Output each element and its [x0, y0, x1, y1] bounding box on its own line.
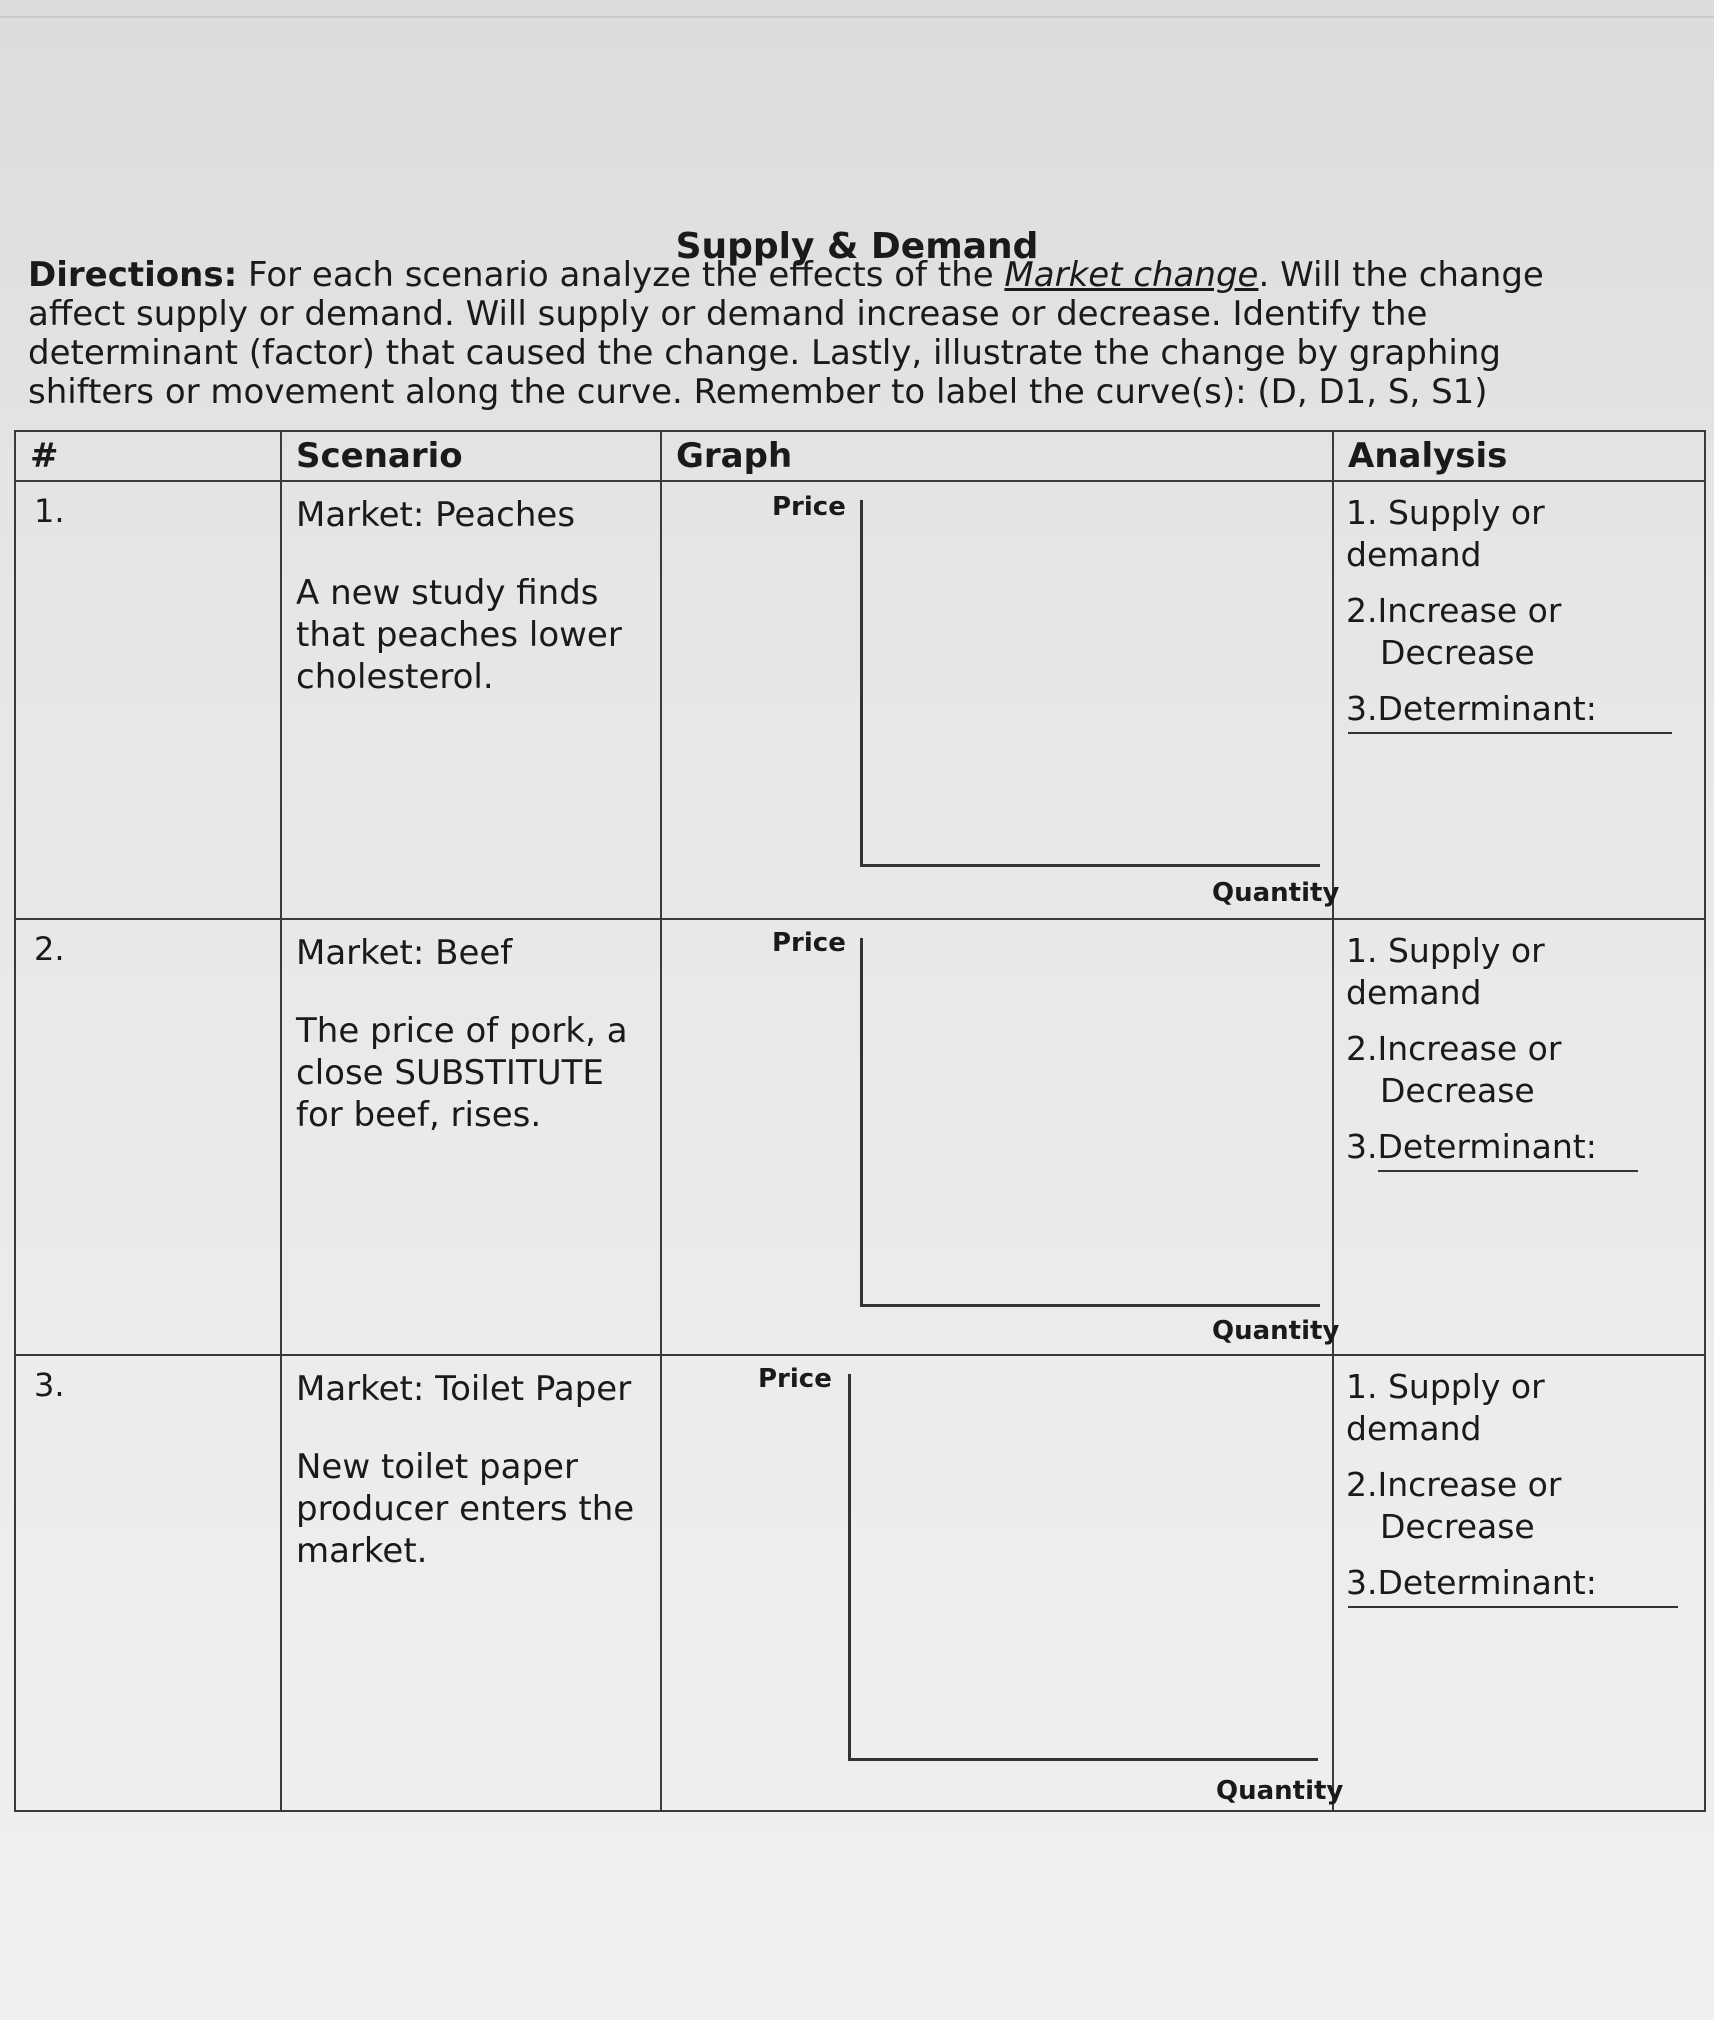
graph-cell[interactable] [661, 1355, 1344, 1811]
price-axis-label: Price [772, 928, 846, 958]
scenario-description: A new study finds that peaches lower cholesterol. [296, 573, 622, 697]
row-num-cell [15, 1355, 281, 1811]
directions-post: . Will the change affect supply or demand. Will supply or demand increase or decrease. Identify the determinant (factor) that caused the change. Lastly, illustrate the change by graphing shifters or movement along the curve. Remember to label the curve(s): (D, D1, S, S1) [28, 255, 1544, 412]
header-graph: Graph [661, 431, 1333, 481]
quantity-axis [848, 1758, 1318, 1761]
price-axis [860, 500, 863, 866]
graph-area[interactable] [662, 920, 1340, 1354]
scenario-cell [281, 1355, 661, 1811]
row-num-cell [15, 481, 281, 919]
header-num: # [15, 431, 281, 481]
analysis-determinant: 3.Determinant: [1346, 1127, 1597, 1166]
directions-label: Directions: [28, 255, 238, 295]
analysis-cell [1333, 481, 1705, 919]
analysis-increase-or: 2.Increase or [1346, 1465, 1562, 1504]
analysis-decrease: Decrease [1380, 1507, 1535, 1546]
price-axis-label: Price [758, 1364, 832, 1394]
row-number: 2. [34, 930, 65, 968]
market-label: Market: Toilet Paper [296, 1369, 632, 1409]
analysis-determinant: 3.Determinant: [1346, 689, 1597, 728]
directions-text [28, 256, 1628, 412]
header-scenario: Scenario [281, 431, 661, 481]
scenario-cell [281, 919, 661, 1355]
graph-cell[interactable] [661, 481, 1340, 919]
row-number: 1. [34, 492, 65, 530]
analysis-increase-or: 2.Increase or [1346, 1029, 1562, 1068]
quantity-axis [860, 864, 1320, 867]
market-change-link: Market change [1004, 255, 1259, 295]
analysis-supply-or-demand: 1. Supply or demand [1346, 1367, 1545, 1448]
determinant-answer-line[interactable] [1348, 1606, 1678, 1608]
table-row [15, 1355, 1705, 1811]
worksheet-title: Supply & Demand [675, 226, 1039, 267]
price-axis [860, 938, 863, 1306]
price-axis [848, 1374, 851, 1760]
table-row [15, 919, 1705, 1355]
table-header-row [15, 431, 1705, 481]
analysis-decrease: Decrease [1380, 1071, 1535, 1110]
scenario-description: New toilet paper producer enters the market. [296, 1447, 635, 1571]
price-axis-label: Price [772, 492, 846, 522]
market-label: Market: Beef [296, 933, 513, 973]
analysis-decrease: Decrease [1380, 633, 1535, 672]
quantity-axis-label: Quantity [1216, 1776, 1344, 1806]
analysis-supply-or-demand: 1. Supply or demand [1346, 931, 1545, 1012]
scenario-description: The price of pork, a close SUBSTITUTE for beef, rises. [296, 1011, 628, 1135]
graph-area[interactable] [662, 482, 1340, 918]
market-label: Market: Peaches [296, 495, 576, 535]
analysis-determinant: 3.Determinant: [1346, 1563, 1597, 1602]
analysis-increase-or: 2.Increase or [1346, 591, 1562, 630]
quantity-axis-label: Quantity [1212, 1316, 1340, 1346]
scenario-cell [281, 481, 661, 919]
row-number: 3. [34, 1366, 65, 1404]
quantity-axis [860, 1304, 1320, 1307]
analysis-cell [1333, 1355, 1705, 1811]
graph-cell[interactable] [661, 919, 1340, 1355]
quantity-axis-label: Quantity [1212, 878, 1340, 908]
header-analysis: Analysis [1333, 431, 1705, 481]
row-num-cell [15, 919, 281, 1355]
directions-pre: For each scenario analyze the effects of the [237, 255, 1005, 295]
determinant-answer-line[interactable] [1348, 732, 1672, 734]
analysis-cell [1333, 919, 1705, 1355]
table-row [15, 481, 1705, 919]
graph-area[interactable] [662, 1356, 1344, 1810]
scenario-table [14, 430, 1706, 1812]
analysis-supply-or-demand: 1. Supply or demand [1346, 493, 1545, 574]
determinant-answer-line[interactable] [1378, 1170, 1638, 1172]
